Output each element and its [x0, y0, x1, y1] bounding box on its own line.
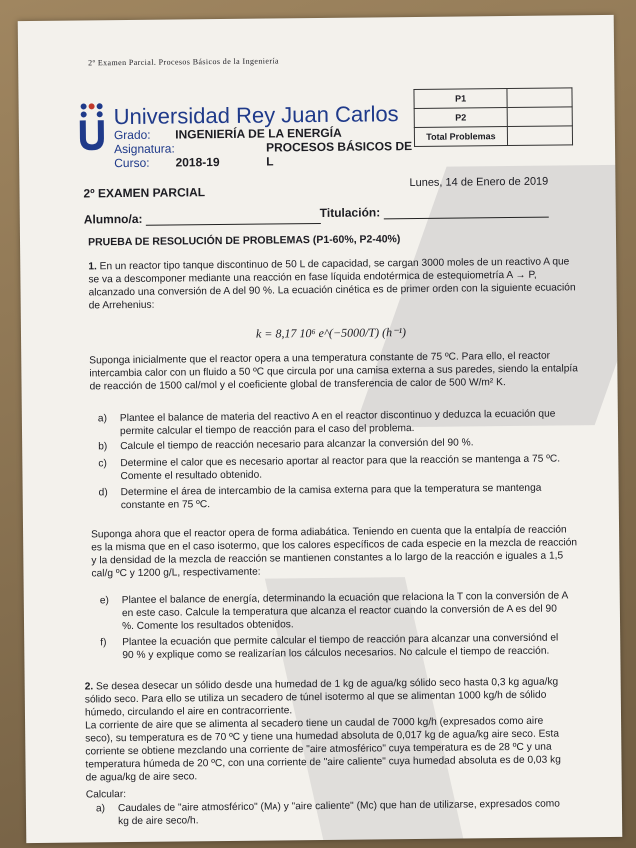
exam-sheet — [18, 15, 623, 843]
score-value — [507, 107, 572, 127]
problem1-intro — [88, 255, 589, 312]
urjc-logo-icon — [75, 102, 110, 150]
isothermal-paragraph — [89, 349, 589, 393]
score-table — [413, 87, 573, 147]
question-b: b) Calcule el tiempo de reacción necesario para alcanzar la conversión del 90 %. — [98, 437, 474, 453]
paragraph-line: cal/g ºC y 1200 g/L, respectivamente: — [91, 566, 261, 580]
titulacion-field — [320, 204, 549, 220]
exam-date: Lunes, 14 de Enero de 2019 — [409, 175, 549, 190]
paragraph-line: es la misma que en el caso isotermo, que los calores específicos de cada especie en la mezcla de reacción — [91, 537, 578, 554]
score-row-p2 — [414, 107, 572, 128]
problem2-question-a: a) Caudales de "aire atmosférico" (Mᴀ) y "aire caliente" (Mc) que han de utilizarse, expresados como kg de aire seco/h. — [95, 798, 560, 828]
score-value — [507, 88, 572, 108]
paragraph-line: de reacción de 1500 cal/mol y el coeficiente global de transferencia de calor de 500 W/m² K. — [89, 377, 506, 393]
question-c: c) Determine el calor que es necesario aportar al reactor para que la reacción se mantenga a 75 ºC. Comente el resultado obtenido. — [98, 453, 561, 483]
score-row-p1 — [414, 88, 572, 109]
paragraph-line: Suponga inicialmente que el reactor opera a una temperatura constante de 75 ºC. Para ello, el reactor — [89, 350, 551, 367]
alumno-blank[interactable] — [146, 223, 321, 226]
university-name: Universidad Rey Juan Carlos — [113, 101, 399, 130]
adiabatic-paragraph — [91, 523, 592, 580]
curso-label: Curso: — [114, 155, 150, 171]
problem2-number: 2. — [84, 681, 94, 693]
problem2-text: 2. Se desea desecar un sólido desde una humedad de 1 kg de agua/kg sólido seco hasta 0,3 kg agua/kg sólido seco. Para ello se utiliza un secadero de túnel isotermo al que se alimentan 1000 kg/h de sólido húmedo, circulando el aire en contracorriente. La corriente de aire que se alimenta al secadero tiene un caudal de 7000 kg/h (expresados como aire seco), su temperatura es de 70 ºC y tiene una humedad absoluta de 0,017 kg de agua/kg aire seco. Esta corriente se obtiene mezclando una corriente de "aire atmosférico" cuya temperatura es de 28 ºC y una temperatura húmeda de 20 ºC, con una corriente de "aire caliente" cuya humedad absoluta es de 0,03 kg de agua/kg de aire seco. — [85, 675, 596, 784]
problem1-line: se va a descomponer mediante una reacción en fase líquida endotérmica de estequiometría A → P, — [88, 269, 537, 286]
question-e: e) Plantee el balance de energía, determinando la ecuación que relaciona la T con la conversión de A en este caso. Calcule la temperatura que alcanza el reactor cuando la conversión de A es del 90 %. Comente los resultados obtenidos. — [99, 590, 569, 633]
score-label: P2 — [414, 108, 507, 128]
grado-label: Grado: — [113, 127, 151, 143]
alumno-label: Alumno/a: — [83, 211, 143, 227]
paragraph-line: intercambia calor con un fluido a 50 ºC que circula por una camisa externa a sus paredes, siendo la entalpía — [89, 363, 578, 380]
paragraph-line: húmedo, circulando el aire en contracorriente. — [84, 705, 293, 719]
section-title: PRUEBA DE RESOLUCIÓN DE PROBLEMAS (P1-60%, P2-40%) — [87, 233, 401, 249]
alumno-field — [84, 210, 321, 226]
paragraph-line: Suponga ahora que el reactor opera de forma adiabática. Teniendo en cuenta que la entalpía de reacción — [91, 524, 567, 541]
asignatura-label: Asignatura: — [113, 141, 175, 157]
question-a: a) Plantee el balance de materia del reactivo A en el reactor discontinuo y deduzca la ecuación que permite calcular el tiempo de reacción para el caso del problema. — [97, 408, 556, 438]
score-label: P1 — [414, 89, 507, 109]
paragraph-line: seco), su temperatura es de 70 ºC y tiene una humedad absoluta de 0,017 kg de agua/kg aire seco. Esta — [85, 728, 560, 745]
paragraph-line: de agua/kg de aire seco. — [85, 771, 198, 784]
question-d: d) Determine el área de intercambio de la camisa externa para que la temperatura se mantenga constante en 75 ºC. — [98, 482, 542, 512]
paragraph-line: corriente se obtiene mezclando una corriente de "aire atmosférico" cuya temperatura es de 28 ºC y una — [85, 741, 552, 758]
exam-title: 2º EXAMEN PARCIAL — [83, 185, 206, 201]
paragraph-line: La corriente de aire que se alimenta al secadero tiene un caudal de 7000 kg/h (expresados como aire — [85, 715, 544, 732]
paragraph-line: sólido seco. Para ello se utiliza un secadero de túnel isotermo al que se alimentan 1000 kg/h de sólido — [84, 689, 547, 706]
question-f: f) Plantee la ecuación que permite calcular el tiempo de reacción para alcanzar una conversiónd el 90 % y explique como se realizarían los cálculos necesarios. No calcule el tiempo de reacción. — [100, 632, 559, 662]
problem1-line: alcanzado una conversión de A del 90 %. La ecuación cinética es de primer orden con la siguiente ecuación — [88, 282, 576, 299]
score-label: Total Problemas — [414, 127, 507, 147]
calcular-label: Calcular: — [85, 789, 127, 801]
score-row-total — [414, 126, 572, 147]
arrhenius-equation: k = 8,17 10⁶ e^(−5000/T) (h⁻¹) — [255, 325, 407, 341]
titulacion-blank[interactable] — [384, 217, 549, 220]
paragraph-line: temperatura húmeda de 20 ºC, con una corriente de "aire caliente" cuya humedad absoluta es de 0,03 kg — [85, 754, 561, 771]
score-value — [507, 126, 572, 146]
asignatura-value: PROCESOS BÁSICOS DE L — [265, 139, 413, 169]
titulacion-label: Titulación: — [319, 205, 381, 220]
grado-value: INGENIERÍA DE LA ENERGÍA — [175, 125, 342, 142]
problem1-number: 1. — [88, 261, 97, 273]
problem1-line: 1. En un reactor tipo tanque discontinuo de 50 L de capacidad, se cargan 3000 moles de un reactivo A que — [88, 256, 570, 273]
problem1-line: de Arrehenius: — [88, 299, 155, 312]
curso-value: 2018-19 — [175, 155, 220, 170]
curso-row — [114, 155, 220, 170]
course-header: 2º Examen Parcial. Procesos Básicos de la Ingeniería — [88, 56, 279, 68]
paragraph-line: y la densidad de la mezcla de reacción se mantienen constantes a lo largo de la reacción e iguales a 1,5 — [91, 550, 564, 567]
